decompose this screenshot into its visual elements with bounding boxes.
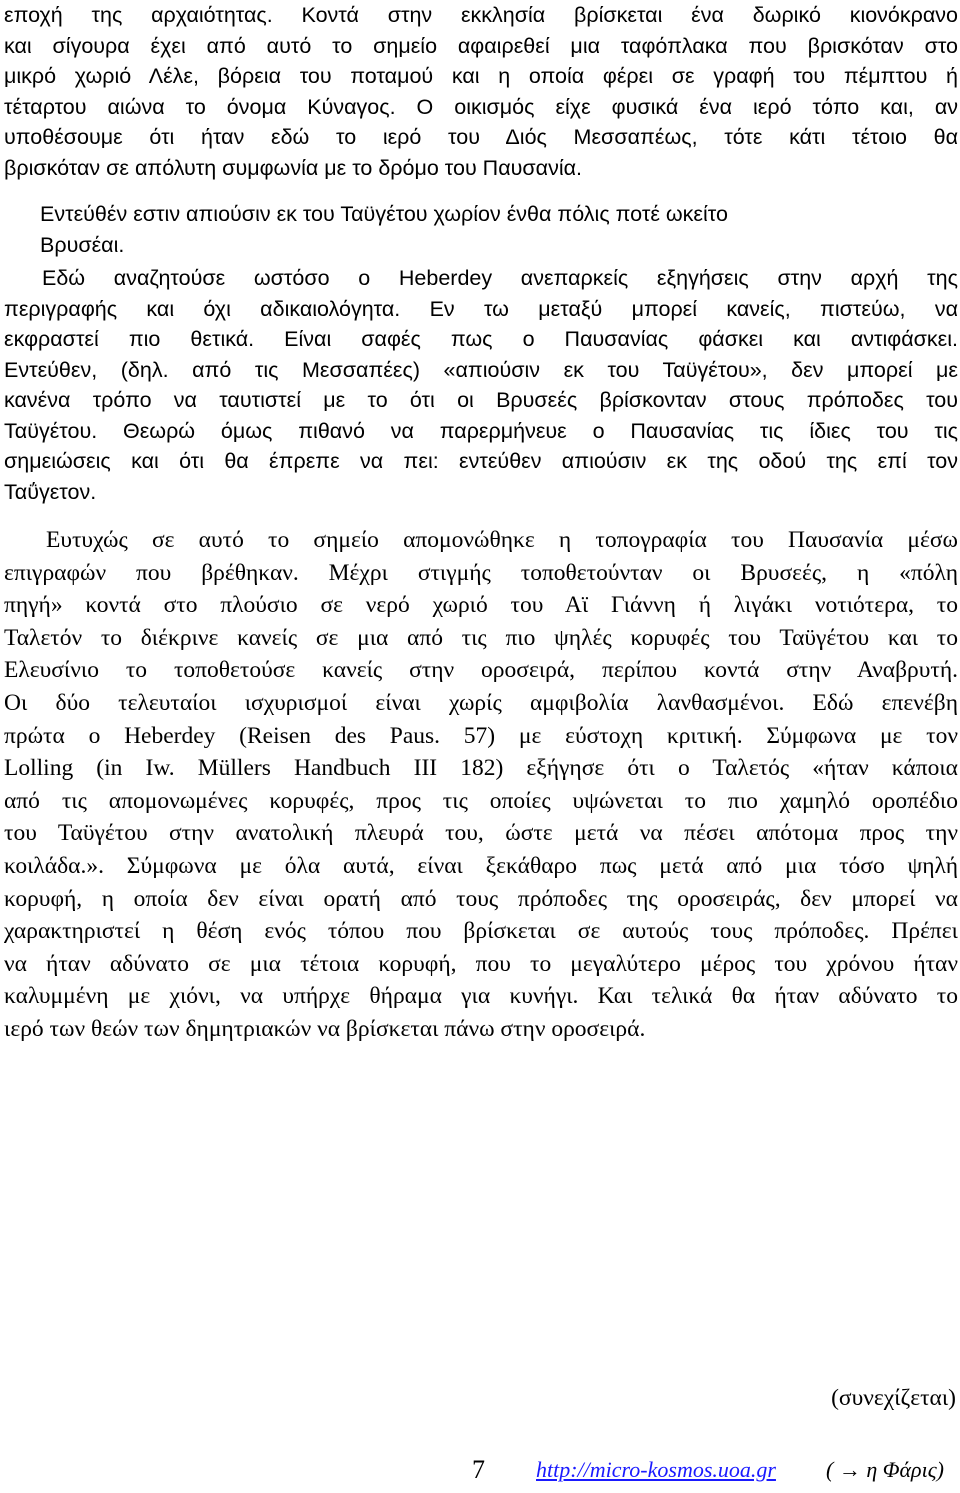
paragraph-3	[4, 263, 958, 507]
text-line: κανένα τρόπο να ταυτιστεί με το ότι οι Βρυσεές βρίσκονταν στους πρόποδες του	[4, 388, 958, 412]
text-line: Lolling (in Iw. Müllers Handbuch III 182) εξήγησε ότι ο Ταλετός «ήταν κάποια	[4, 755, 958, 782]
page-number: 7	[472, 1455, 485, 1484]
footer-link[interactable]: http://micro-kosmos.uoa.gr	[536, 1457, 776, 1482]
text-line: να ήταν αδύνατο σε μια τέτοια κορυφή, που το μεγαλύτερο μέρος του χρόνου ήταν	[4, 950, 958, 977]
paragraph-4	[4, 524, 958, 1046]
text-line: εποχή της αρχαιότητας. Κοντά στην εκκλησία βρίσκεται ένα δωρικό κιονόκρανο	[4, 3, 958, 27]
text-line: Ταϋγέτου. Θεωρώ όμως πιθανό να παρερμήνευε ο Παυσανίας τις ίδιες του τις	[4, 418, 958, 443]
text-line: Ελευσίνιο το τοποθετούσε κανείς στην οροσειρά, περίπου κοντά στην Αναβρυτή.	[4, 657, 958, 684]
text-line: περιγραφής και όχι αδικαιολόγητα. Εν τω μεταξύ μπορεί κανείς, πιστεύω, να	[4, 296, 958, 321]
text-line: Ταλετόν το διέκρινε κανείς σε μια από τις πιο ψηλές κορυφές του Ταϋγέτου και το	[4, 624, 958, 651]
text-line: και σίγουρα έχει από αυτό το σημείο αφαιρεθεί μια ταφόπλακα που βρισκόταν στο	[4, 33, 958, 58]
text-line: τέταρτου αιώνα το όνομα Κύναγος. Ο οικισμός είχε φυσικά ένα ιερό τόπο και, αν	[4, 94, 958, 119]
text-line: πρώτα ο Heberdey (Reisen des Paus. 57) με εύστοχη κριτική. Σύμφωνα με τον	[4, 722, 958, 749]
text-line: υποθέσουμε ότι ήταν εδώ το ιερό του Διός Μεσσαπέως, τότε κάτι τέτοιο θα	[4, 125, 958, 149]
text-line: σημειώσεις και ότι θα έπρεπε να πει: εντεύθεν απιούσιν εκ της οδού της επί τον	[4, 449, 958, 473]
text-line: Εντεύθεν, (δηλ. από τις Μεσσαπέες) «απιούσιν εκ του Ταϋγέτου», δεν μπορεί με	[4, 357, 958, 382]
text-line: ιερό των θεών των δημητριακών να βρίσκεται πάνω στην οροσειρά.	[4, 1015, 646, 1042]
text-line: Ταΰγετον.	[4, 479, 97, 504]
text-line: εκφραστεί πιο θετικά. Είναι σαφές πως ο Παυσανίας φάσκει και αντιφάσκει.	[4, 327, 958, 351]
text-line: του Ταϋγέτου στην ανατολική πλευρά του, ώστε μετά να πέσει απότομα προς την	[4, 820, 958, 847]
text-line: Οι δύο τελευταίοι ισχυρισμοί είναι χωρίς αμφιβολία λανθασμένοι. Εδώ επενέβη	[4, 689, 958, 716]
paragraph-2-quote	[40, 199, 920, 260]
page-footer	[0, 1455, 960, 1491]
text-line: από τις απομονωμένες κορυφές, προς τις οποίες υψώνεται το πιο χαμηλό οροπέδιο	[4, 787, 958, 814]
text-line: βρισκόταν σε απόλυτη συμφωνία με το δρόμο του Παυσανία.	[4, 155, 583, 180]
paragraph-1	[4, 0, 958, 183]
text-line: κορυφή, η οποία δεν είναι ορατή από τους πρόποδες της οροσειράς, δεν μπορεί να	[4, 885, 958, 912]
text-line: Εντεύθέν εστιν απιούσιν εκ του Ταϋγέτου χωρίον ένθα πόλις ποτέ ωκείτο	[40, 202, 728, 226]
text-line: Βρυσέαι.	[40, 232, 125, 257]
text-line: πηγή» κοντά στο πλούσιο σε νερό χωριό του Αϊ Γιάννη ή λιγάκι νοτιότερα, το	[4, 592, 958, 619]
text-line: επιγραφών που βρέθηκαν. Μέχρι στιγμής τοποθετούνταν οι Βρυσεές, η «πόλη	[4, 559, 958, 586]
text-line: χαρακτηριστεί η θέση ενός τόπου που βρίσκεται σε αυτούς τους πρόποδες. Πρέπει	[4, 918, 958, 945]
text-line: κοιλάδα.». Σύμφωνα με όλα αυτά, είναι ξεκάθαρο πως μετά από μια τόσο ψηλή	[4, 852, 958, 879]
footer-note: ( → η Φάρις)	[826, 1457, 944, 1482]
text-line: καλυμμένη με χιόνι, να υπήρχε θήραμα για κυνήγι. Και τελικά θα ήταν αδύνατο το	[4, 983, 958, 1010]
text-line: Εδώ αναζητούσε ωστόσο ο Heberdey ανεπαρκείς εξηγήσεις στην αρχή της	[42, 266, 958, 290]
continues-label: (συνεχίζεται)	[831, 1385, 956, 1411]
text-line: μικρό χωριό Λέλε, βόρεια του ποταμού και η οποία φέρει σε γραφή του πέμπτου ή	[4, 64, 958, 88]
text-line: Ευτυχώς σε αυτό το σημείο απομονώθηκε η τοπογραφία του Παυσανία μέσω	[46, 527, 958, 553]
